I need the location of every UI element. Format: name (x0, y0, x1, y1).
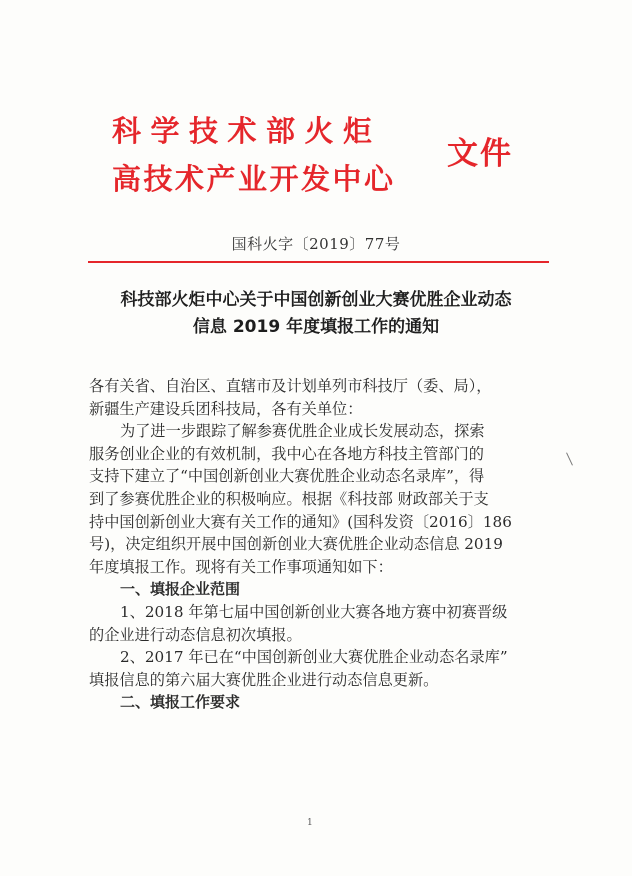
title-line-2: 信息 2019 年度填报工作的通知 (192, 317, 440, 337)
issuer-name-line-1: 科学技术部火炬 (112, 114, 382, 148)
section-heading-1: 一、填报企业范围 (120, 580, 241, 599)
paragraph-line: 的企业进行动态信息初次填报。 (89, 625, 302, 644)
salutation-line-1: 各有关省、自治区、直辖市及计划单列市科技厅（委、局）， (89, 377, 492, 395)
document-number: 国科火字〔2019〕77号 (231, 235, 401, 253)
scan-artifact-mark (566, 452, 573, 465)
paragraph-line: 持中国创新创业大赛有关工作的通知》(国科发资〔2016〕186 (89, 512, 512, 531)
page-number: 1 (307, 818, 313, 828)
paragraph-line: 到了参赛优胜企业的积极响应。根据《科技部 财政部关于支 (89, 489, 489, 508)
paragraph-line: 为了进一步跟踪了解参赛优胜企业成长发展动态，探索 (120, 422, 485, 441)
paragraph-line: 年度填报工作。现将有关工作事项通知如下： (89, 557, 393, 576)
paragraph-line: 填报信息的第六届大赛优胜企业进行动态信息更新。 (89, 670, 439, 689)
document-body (89, 375, 559, 714)
paragraph-line: 2、2017 年已在“中国创新创业大赛优胜企业动态名录库” (120, 648, 508, 667)
title-line-1: 科技部火炬中心关于中国创新创业大赛优胜企业动态 (120, 290, 512, 310)
paragraph-line: 支持下建立了“中国创新创业大赛优胜企业动态名录库”，得 (89, 467, 485, 486)
issuer-name-line-2: 高技术产业开发中心 (112, 162, 396, 196)
document-title (60, 287, 572, 341)
salutation-line-2: 新疆生产建设兵团科技局，各有关单位： (89, 399, 363, 418)
paragraph-line: 号)，决定组织开展中国创新创业大赛优胜企业动态信息 2019 (89, 535, 503, 554)
red-header-rule (88, 261, 549, 263)
paragraph-line: 服务创业企业的有效机制，我中心在各地方科技主管部门的 (89, 444, 484, 463)
document-type-label: 文件 (447, 136, 513, 172)
section-heading-2: 二、填报工作要求 (120, 693, 241, 712)
paragraph-line: 1、2018 年第七届中国创新创业大赛各地方赛中初赛晋级 (120, 602, 508, 621)
